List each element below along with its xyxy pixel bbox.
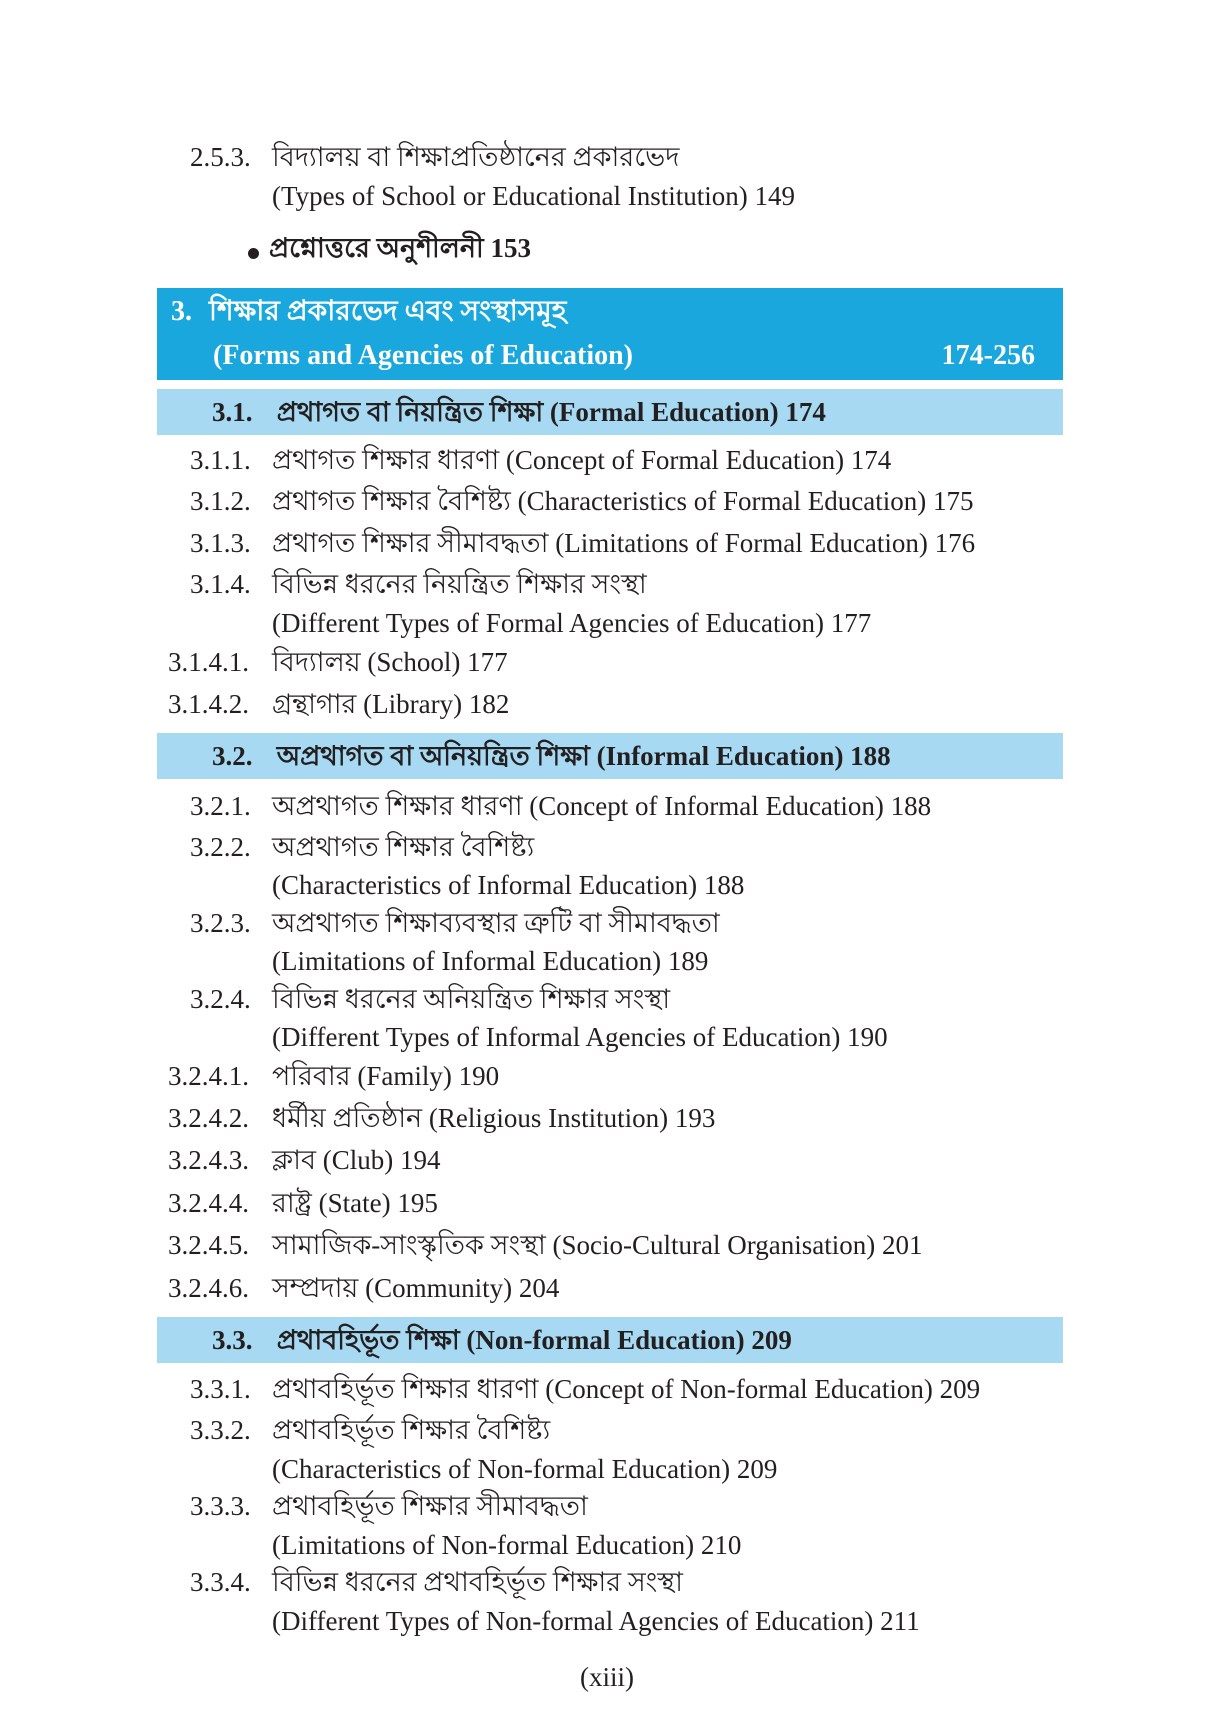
chapter-title-bn: শিক্ষার প্রকারভেদ এবং সংস্থাসমূহ: [209, 296, 567, 327]
entry-number: 3.1.3.: [190, 528, 251, 558]
toc-entry[interactable]: [190, 1413, 550, 1447]
toc-entry[interactable]: [168, 1271, 559, 1305]
entry-number: 3.2.3.: [190, 908, 251, 938]
entry-title: ক্লাব (Club) 194: [272, 1145, 441, 1175]
toc-entry[interactable]: [168, 1101, 715, 1135]
entry-number: 3.1.4.: [190, 569, 251, 599]
toc-entry[interactable]: [190, 906, 720, 940]
section-title: অপ্রথাগত বা অনিয়ন্ত্রিত শিক্ষা (Informal Education) 188: [276, 741, 891, 771]
chapter-number: 3.: [171, 296, 192, 327]
section-number: 3.2.: [212, 741, 253, 771]
entry-title: সম্প্রদায় (Community) 204: [272, 1273, 560, 1303]
toc-entry[interactable]: [190, 1565, 683, 1599]
section-header[interactable]: [157, 1317, 1063, 1363]
toc-entry[interactable]: [190, 140, 679, 174]
entry-number: 3.2.4.5.: [168, 1230, 249, 1260]
entry-number: 3.2.1.: [190, 791, 251, 821]
section-number: 3.3.: [212, 1325, 253, 1355]
toc-entry[interactable]: [190, 526, 975, 560]
entry-title: ধর্মীয় প্রতিষ্ঠান (Religious Institution) 193: [272, 1103, 716, 1133]
exercise-bullet[interactable]: [248, 231, 531, 265]
toc-entry[interactable]: [190, 567, 647, 601]
toc-entry[interactable]: [168, 1059, 499, 1093]
entry-number: 3.2.4.: [190, 984, 251, 1014]
entry-title-en: (Different Types of Non-formal Agencies of Education) 211: [272, 1606, 920, 1636]
toc-entry[interactable]: [190, 1489, 588, 1523]
chapter-header[interactable]: [157, 288, 1063, 380]
entry-title: অপ্রথাগত শিক্ষার বৈশিষ্ট্য: [272, 832, 535, 862]
toc-entry[interactable]: [190, 443, 891, 477]
entry-title: প্রথাগত শিক্ষার সীমাবদ্ধতা (Limitations of Formal Education) 176: [272, 528, 976, 558]
entry-title-bn: বিদ্যালয় বা শিক্ষাপ্রতিষ্ঠানের প্রকারভেদ: [272, 142, 680, 172]
entry-title-en: (Characteristics of Non-formal Education) 209: [272, 1454, 778, 1484]
toc-entry[interactable]: [190, 982, 670, 1016]
entry-title: গ্রন্থাগার (Library) 182: [272, 689, 510, 719]
entry-title-en: (Different Types of Informal Agencies of Education) 190: [272, 1022, 888, 1052]
page-number: (xiii): [580, 1662, 634, 1692]
entry-title: বিভিন্ন ধরনের অনিয়ন্ত্রিত শিক্ষার সংস্থা: [272, 984, 671, 1014]
bullet-text: প্রশ্নোত্তরে অনুশীলনী 153: [269, 233, 531, 263]
bullet-icon: [248, 248, 259, 259]
toc-entry[interactable]: [168, 1143, 441, 1177]
entry-number: 3.1.2.: [190, 486, 251, 516]
entry-title-en: (Different Types of Formal Agencies of Education) 177: [272, 608, 872, 638]
entry-title: প্রথাবহির্ভূত শিক্ষার সীমাবদ্ধতা: [272, 1491, 588, 1521]
entry-title: বিদ্যালয় (School) 177: [272, 647, 508, 677]
entry-title: প্রথাবহির্ভূত শিক্ষার ধারণা (Concept of Non-formal Education) 209: [272, 1374, 981, 1404]
section-title: প্রথাবহির্ভূত শিক্ষা (Non-formal Education) 209: [276, 1325, 792, 1355]
entry-number: 3.3.4.: [190, 1567, 251, 1597]
chapter-title-en: (Forms and Agencies of Education): [213, 340, 633, 371]
entry-title: অপ্রথাগত শিক্ষাব্যবস্থার ত্রুটি বা সীমাবদ্ধতা: [272, 908, 720, 938]
entry-number: 3.1.4.1.: [168, 647, 249, 677]
section-number: 3.1.: [212, 397, 253, 427]
entry-title: অপ্রথাগত শিক্ষার ধারণা (Concept of Informal Education) 188: [272, 791, 932, 821]
toc-entry[interactable]: [190, 1372, 980, 1406]
entry-number: 3.2.2.: [190, 832, 251, 862]
entry-number: 3.1.4.2.: [168, 689, 249, 719]
entry-title: প্রথাগত শিক্ষার বৈশিষ্ট্য (Characteristics of Formal Education) 175: [272, 486, 974, 516]
entry-number: 3.3.3.: [190, 1491, 251, 1521]
entry-number: 3.3.2.: [190, 1415, 251, 1445]
toc-entry[interactable]: [190, 484, 973, 518]
toc-entry[interactable]: [168, 645, 508, 679]
entry-number: 3.1.1.: [190, 445, 251, 475]
toc-entry[interactable]: [168, 1228, 922, 1262]
toc-entry[interactable]: [168, 687, 509, 721]
section-header[interactable]: [157, 733, 1063, 779]
entry-title: প্রথাবহির্ভূত শিক্ষার বৈশিষ্ট্য: [272, 1415, 551, 1445]
entry-title: পরিবার (Family) 190: [272, 1061, 500, 1091]
toc-entry[interactable]: [190, 830, 534, 864]
chapter-pages: 174-256: [941, 340, 1035, 371]
entry-number: 3.3.1.: [190, 1374, 251, 1404]
entry-title: বিভিন্ন ধরনের নিয়ন্ত্রিত শিক্ষার সংস্থা: [272, 569, 647, 599]
entry-title: সামাজিক-সাংস্কৃতিক সংস্থা (Socio-Cultural Organisation) 201: [272, 1230, 923, 1260]
entry-title: বিভিন্ন ধরনের প্রথাবহির্ভূত শিক্ষার সংস্থা: [272, 1567, 684, 1597]
entry-title-en: (Types of School or Educational Institution) 149: [272, 181, 796, 211]
entry-title-en: (Limitations of Non-formal Education) 210: [272, 1530, 742, 1560]
entry-title-en: (Characteristics of Informal Education) 188: [272, 870, 745, 900]
entry-title: প্রথাগত শিক্ষার ধারণা (Concept of Formal Education) 174: [272, 445, 892, 475]
entry-number: 3.2.4.2.: [168, 1103, 249, 1133]
entry-number: 3.2.4.6.: [168, 1273, 249, 1303]
entry-number: 3.2.4.4.: [168, 1188, 249, 1218]
toc-entry[interactable]: [190, 789, 931, 823]
entry-title-en: (Limitations of Informal Education) 189: [272, 946, 709, 976]
toc-entry[interactable]: [168, 1186, 438, 1220]
entry-title: রাষ্ট্র (State) 195: [272, 1188, 438, 1218]
section-header[interactable]: [157, 389, 1063, 435]
entry-number: 2.5.3.: [190, 142, 251, 172]
entry-number: 3.2.4.1.: [168, 1061, 249, 1091]
section-title: প্রথাগত বা নিয়ন্ত্রিত শিক্ষা (Formal Education) 174: [276, 397, 826, 427]
entry-number: 3.2.4.3.: [168, 1145, 249, 1175]
